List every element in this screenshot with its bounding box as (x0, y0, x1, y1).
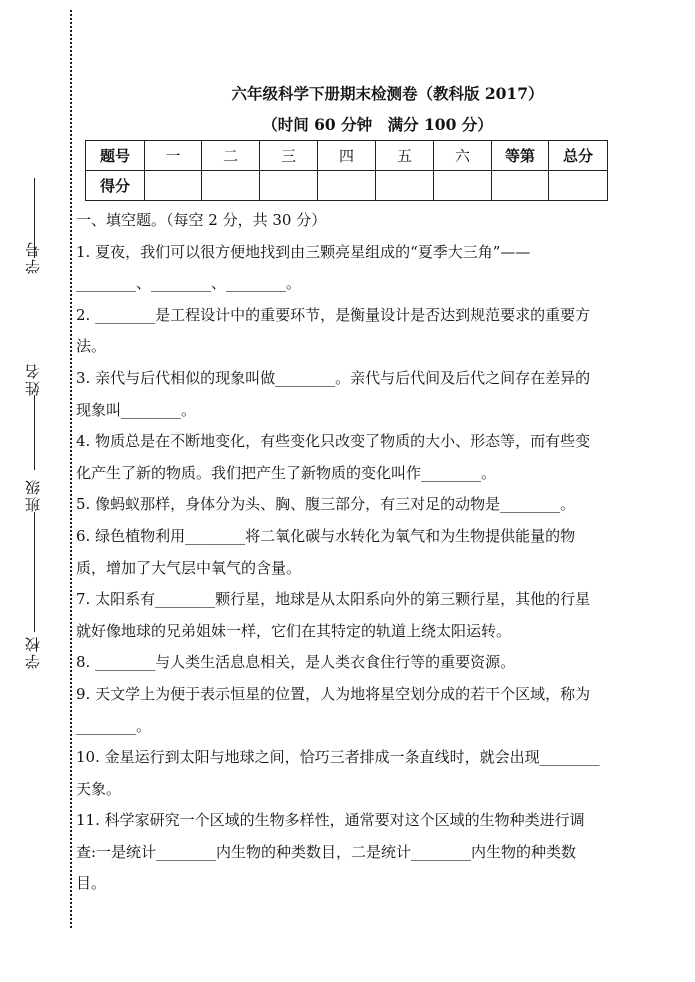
score-table (85, 140, 608, 201)
score-header-cell: 等第 (492, 141, 549, 171)
question-line: 1. 夏夜，我们可以很方便地找到由三颗亮星组成的“夏季大三角”—— (76, 242, 531, 261)
question-line: 3. 亲代与后代相似的现象叫做________。亲代与后代间及后代之间存在差异的 (76, 368, 591, 387)
question-line: 2. ________是工程设计中的重要环节，是衡量设计是否达到规范要求的重要方 (76, 305, 591, 324)
question-line: 法。 (76, 337, 107, 356)
question-line: 9. 天文学上为便于表示恒星的位置，人为地将星空划分成的若干个区域，称为 (76, 684, 591, 703)
page-title: 六年级科学下册期末检测卷（教科版 2017） (231, 84, 544, 103)
question-line: ________。 (76, 716, 152, 735)
binding-dotted-line (70, 10, 72, 928)
score-input-cell[interactable] (318, 171, 376, 201)
question-section (76, 205, 624, 900)
question-line: 10. 金星运行到太阳与地球之间，恰巧三者排成一条直线时，就会出现________ (76, 748, 600, 767)
score-header-cell: 六 (434, 141, 492, 171)
question-line: 就好像地球的兄弟姐妹一样，它们在其特定的轨道上绕太阳运转。 (76, 621, 512, 640)
question-line: 查:一是统计________内生物的种类数目，二是统计________内生物的种类数 (76, 842, 577, 861)
score-header-cell: 总分 (549, 141, 608, 171)
school-label: 学校 (24, 635, 42, 669)
page-subtitle: （时间 60 分钟 满分 100 分） (262, 115, 493, 134)
question-line: 目。 (76, 874, 107, 893)
name-label: 姓名 (24, 362, 42, 396)
score-header-cell: 五 (376, 141, 434, 171)
score-input-cell[interactable] (434, 171, 492, 201)
section-heading: 一、填空题。（每空 2 分，共 30 分） (76, 211, 327, 229)
question-line: 天象。 (76, 779, 122, 798)
name-line (34, 395, 35, 470)
question-line: 11. 科学家研究一个区域的生物多样性，通常要对这个区域的生物种类进行调 (76, 811, 585, 830)
question-line: 质，增加了大气层中氧气的含量。 (76, 558, 302, 577)
class-line (34, 512, 35, 632)
score-header-cell: 二 (202, 141, 260, 171)
student-id-label: 学号 (24, 240, 42, 274)
score-input-cell[interactable] (145, 171, 202, 201)
question-line: 8. ________与人类生活息息相关，是人类衣食住行等的重要资源。 (76, 653, 516, 672)
score-table-header-row (86, 141, 608, 171)
score-header-cell: 四 (318, 141, 376, 171)
score-row-label: 得分 (86, 171, 145, 201)
question-line: 4. 物质总是在不断地变化，有些变化只改变了物质的大小、形态等，而有些变 (76, 432, 591, 451)
score-header-cell: 题号 (86, 141, 145, 171)
question-line: 5. 像蚂蚁那样，身体分为头、胸、腹三部分，有三对足的动物是________。 (76, 495, 576, 514)
class-label: 班级 (24, 478, 42, 512)
score-header-cell: 三 (260, 141, 318, 171)
question-line: 7. 太阳系有________颗行星，地球是从太阳系向外的第三颗行星，其他的行星 (76, 590, 591, 609)
score-table-score-row (86, 171, 608, 201)
score-input-cell[interactable] (202, 171, 260, 201)
score-input-cell[interactable] (492, 171, 549, 201)
question-line: 6. 绿色植物利用________将二氧化碳与水转化为氧气和为生物提供能量的物 (76, 526, 576, 545)
score-input-cell[interactable] (549, 171, 608, 201)
score-input-cell[interactable] (376, 171, 434, 201)
question-line: 现象叫________。 (76, 400, 197, 419)
score-input-cell[interactable] (260, 171, 318, 201)
score-header-cell: 一 (145, 141, 202, 171)
question-line: ________、________、________。 (76, 274, 302, 293)
question-line: 化产生了新的物质。我们把产生了新物质的变化叫作________。 (76, 463, 497, 482)
